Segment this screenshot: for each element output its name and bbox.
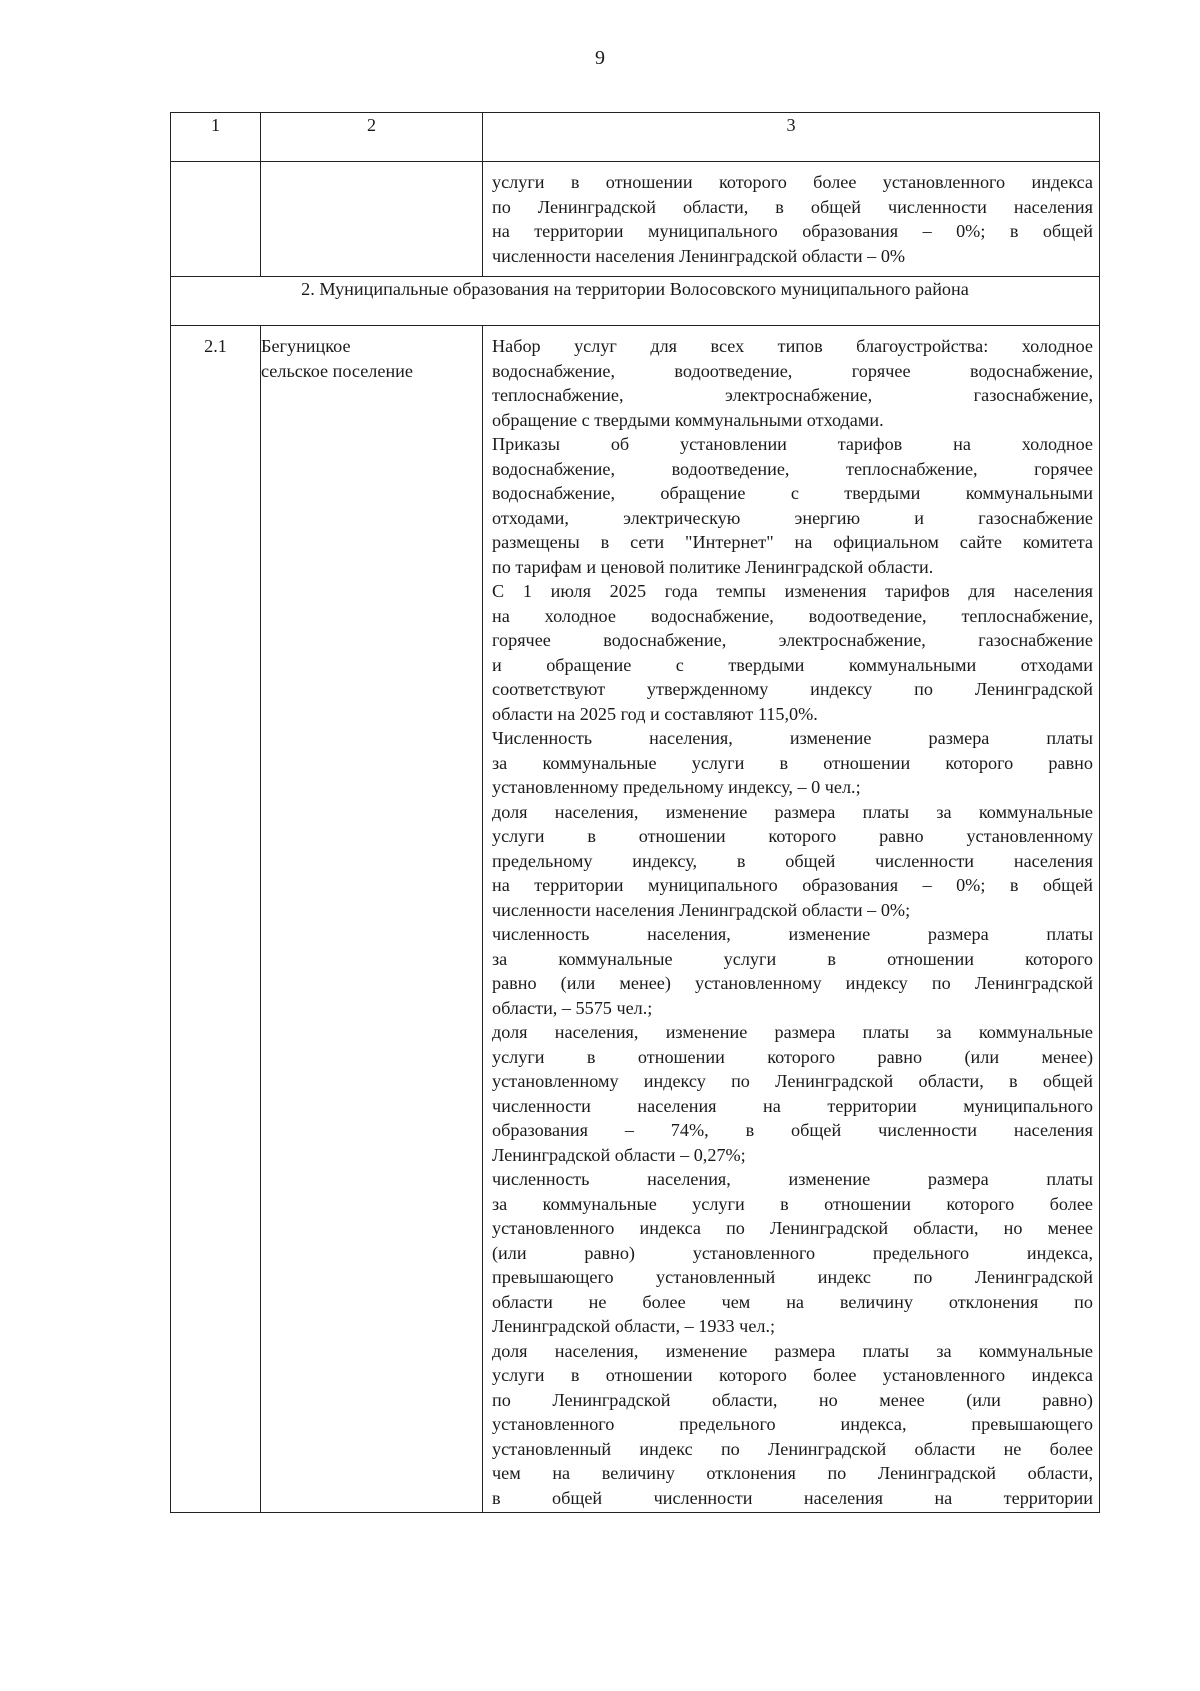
description-line: Ленинградской области, – 1933 чел.; xyxy=(492,1316,776,1336)
page-number: 9 xyxy=(595,47,605,69)
description-line: области, – 5575 чел.; xyxy=(492,997,653,1018)
description-line: за коммунальные услуги в отношении которого более xyxy=(492,1193,1093,1214)
description-line: услуги в отношении которого равно установленному xyxy=(492,826,1093,846)
description-line: размещены в сети "Интернет" на официальном сайте комитета xyxy=(492,532,1093,552)
description-line: по Ленинградской области, но менее (или равно) xyxy=(492,1389,1093,1410)
row-number: 2.1 xyxy=(171,326,261,1513)
header-col-2: 2 xyxy=(261,113,483,162)
description-line: (или равно) установленного предельного индекса, xyxy=(492,1242,1093,1263)
header-col-1: 1 xyxy=(171,113,261,162)
table-header-row xyxy=(171,113,1100,162)
description-line: численность населения, изменение размера платы xyxy=(492,1169,1093,1189)
description-line: Приказы об установлении тарифов на холодное xyxy=(492,434,1093,454)
header-col-3: 3 xyxy=(483,113,1100,162)
description-line: Набор услуг для всех типов благоустройства: холодное xyxy=(492,336,1093,356)
tariff-table xyxy=(170,112,1100,1513)
description-line: установленному предельному индексу, – 0 чел.; xyxy=(492,777,861,797)
description-line: услуги в отношении которого более установленного индекса xyxy=(492,1365,1093,1385)
continuation-line: услуги в отношении которого более установленного индекса xyxy=(492,172,1093,192)
description-line: на территории муниципального образования – 0%; в общей xyxy=(492,875,1093,895)
description-line: Ленинградской области – 0,27%; xyxy=(492,1144,746,1165)
description-line: доля населения, изменение размера платы за коммунальные xyxy=(492,801,1093,822)
municipality-name xyxy=(261,326,483,1513)
description-line: установленного индекса по Ленинградской области, но менее xyxy=(492,1218,1093,1238)
description-text xyxy=(483,326,1099,1512)
description-line: обращение с твердыми коммунальными отходами. xyxy=(492,409,884,430)
municipality-name-line-2: сельское поселение xyxy=(261,360,413,381)
continuation-line: численности населения Ленинградской области – 0% xyxy=(492,245,906,266)
description-line: соответствуют утвержденному индексу по Ленинградской xyxy=(492,679,1093,699)
description-line: по тарифам и ценовой политике Ленинградской области. xyxy=(492,556,934,577)
description-line: установленному индексу по Ленинградской области, в общей xyxy=(492,1071,1093,1091)
section-row xyxy=(171,277,1100,326)
description-line: установленный индекс по Ленинградской области не более xyxy=(492,1438,1093,1459)
description-line: численности населения на территории муниципального xyxy=(492,1095,1093,1116)
description-line: водоснабжение, обращение с твердыми коммунальными xyxy=(492,483,1093,503)
continuation-col-3 xyxy=(483,162,1100,277)
continuation-line: на территории муниципального образования – 0%; в общей xyxy=(492,221,1093,241)
description-line: чем на величину отклонения по Ленинградской области, xyxy=(492,1463,1093,1483)
description-line: отходами, электрическую энергию и газоснабжение xyxy=(492,507,1093,528)
section-title: 2. Муниципальные образования на территории Волосовского муниципального района xyxy=(171,277,1100,326)
description-line: области не более чем на величину отклонения по xyxy=(492,1291,1093,1312)
description-line: за коммунальные услуги в отношении которого равно xyxy=(492,752,1093,773)
continuation-line: по Ленинградской области, в общей численности населения xyxy=(492,196,1093,217)
continuation-col-2 xyxy=(261,162,483,277)
description-line: водоснабжение, водоотведение, горячее водоснабжение, xyxy=(492,360,1093,381)
description-line: горячее водоснабжение, электроснабжение, газоснабжение xyxy=(492,630,1093,650)
description-line: в общей численности населения на территории xyxy=(492,1487,1093,1508)
municipality-name-line-1: Бегуницкое xyxy=(261,336,351,356)
description-line: образования – 74%, в общей численности населения xyxy=(492,1120,1093,1140)
description-line: услуги в отношении которого равно (или менее) xyxy=(492,1046,1093,1067)
description-line: установленного предельного индекса, превышающего xyxy=(492,1414,1093,1434)
continuation-text xyxy=(483,162,1099,274)
description-line: С 1 июля 2025 года темпы изменения тарифов для населения xyxy=(492,581,1093,601)
table-row xyxy=(171,326,1100,1513)
description-line: доля населения, изменение размера платы за коммунальные xyxy=(492,1022,1093,1042)
description-cell xyxy=(483,326,1100,1513)
description-line: превышающего установленный индекс по Ленинградской xyxy=(492,1267,1093,1287)
description-line: теплоснабжение, электроснабжение, газоснабжение, xyxy=(492,385,1093,405)
description-line: области на 2025 год и составляют 115,0%. xyxy=(492,703,818,724)
description-line: Численность населения, изменение размера платы xyxy=(492,728,1093,748)
description-line: предельному индексу, в общей численности населения xyxy=(492,850,1093,871)
description-line: на холодное водоснабжение, водоотведение, теплоснабжение, xyxy=(492,605,1093,626)
description-line: доля населения, изменение размера платы за коммунальные xyxy=(492,1340,1093,1361)
description-line: численность населения, изменение размера платы xyxy=(492,924,1093,944)
description-line: и обращение с твердыми коммунальными отходами xyxy=(492,654,1093,675)
description-line: за коммунальные услуги в отношении которого xyxy=(492,948,1093,969)
description-line: водоснабжение, водоотведение, теплоснабжение, горячее xyxy=(492,458,1093,479)
continuation-row xyxy=(171,162,1100,277)
continuation-col-1 xyxy=(171,162,261,277)
description-line: численности населения Ленинградской области – 0%; xyxy=(492,899,911,920)
description-line: равно (или менее) установленному индексу по Ленинградской xyxy=(492,973,1093,993)
